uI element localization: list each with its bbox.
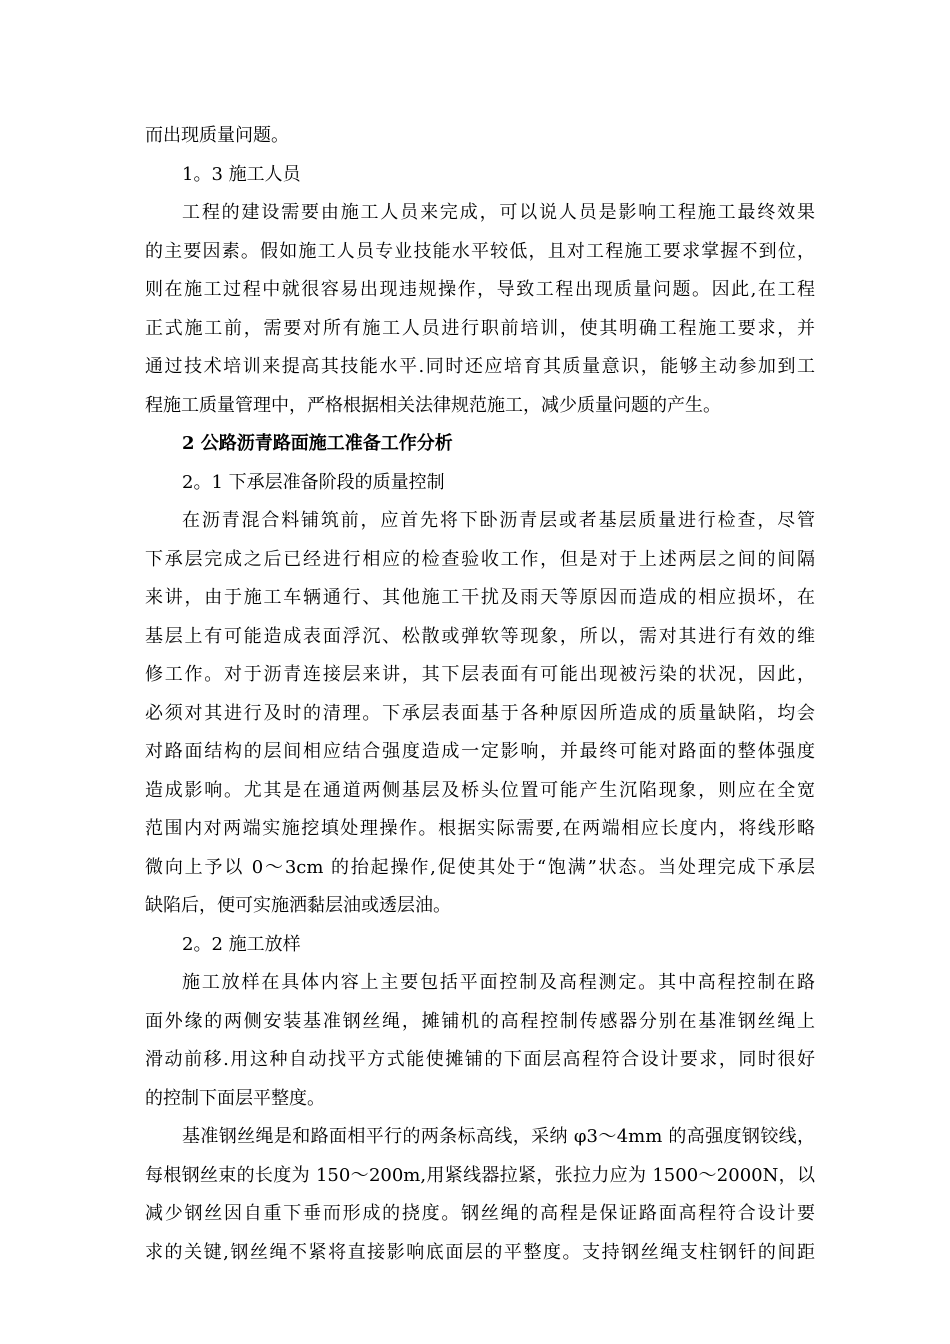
paragraph-line: 施工放样在具体内容上主要包括平面控制及高程测定。其中高程控制在路 [182, 972, 815, 993]
paragraph-line: 的控制下面层平整度。 [145, 1087, 325, 1109]
paragraph-line: 每根钢丝束的长度为 150～200m,用紧线器拉紧，张拉力应为 1500～2000N，以 [145, 1164, 815, 1186]
section-heading-2: 2 公路沥青路面施工准备工作分析 [182, 433, 453, 454]
paragraph-line: 修工作。对于沥青连接层来讲，其下层表面有可能出现被污染的状况，因此， [145, 664, 815, 685]
paragraph-line: 程施工质量管理中，严格根据相关法律规范施工，减少质量问题的产生。 [145, 394, 721, 416]
paragraph-line: 造成影响。尤其是在通道两侧基层及桥头位置可能产生沉陷现象，则应在全宽 [145, 779, 815, 801]
paragraph-line: 则在施工过程中就很容易出现违规操作，导致工程出现质量问题。因此,在工程 [145, 279, 815, 300]
paragraph-line: 对路面结构的层间相应结合强度造成一定影响，并最终可能对路面的整体强度 [145, 741, 815, 762]
document-body [145, 117, 815, 1272]
section-heading-2-1: 2。1 下承层准备阶段的质量控制 [182, 471, 445, 493]
paragraph-line: 在沥青混合料铺筑前，应首先将下卧沥青层或者基层质量进行检查，尽管 [182, 510, 815, 531]
paragraph-line: 减少钢丝因自重下垂而形成的挠度。钢丝绳的高程是保证路面高程符合设计要 [145, 1203, 815, 1224]
paragraph-line: 求的关键,钢丝绳不紧将直接影响底面层的平整度。支持钢丝绳支柱钢钎的间距 [145, 1241, 815, 1263]
paragraph-line: 范围内对两端实施挖填处理操作。根据实际需要,在两端相应长度内，将线形略 [145, 818, 815, 839]
paragraph-line: 工程的建设需要由施工人员来完成，可以说人员是影响工程施工最终效果 [182, 202, 815, 223]
paragraph-line: 缺陷后，便可实施洒黏层油或透层油。 [145, 895, 451, 916]
paragraph-line: 通过技术培训来提高其技能水平.同时还应培育其质量意识，能够主动参加到工 [145, 356, 815, 377]
paragraph-line: 基准钢丝绳是和路面相平行的两条标高线，采纳 φ3～4mm 的高强度钢铰线， [182, 1126, 815, 1147]
text-line: 而出现质量问题。 [145, 125, 289, 146]
paragraph-line: 的主要因素。假如施工人员专业技能水平较低，且对工程施工要求掌握不到位， [145, 240, 815, 262]
paragraph-line: 必须对其进行及时的清理。下承层表面基于各种原因所造成的质量缺陷，均会 [145, 702, 815, 724]
paragraph-line: 微向上予以 0～3cm 的抬起操作,促使其处于“饱满”状态。当处理完成下承层 [145, 856, 815, 878]
paragraph-line: 下承层完成之后已经进行相应的检查验收工作，但是对于上述两层之间的间隔 [145, 548, 815, 570]
paragraph-line: 来讲，由于施工车辆通行、其他施工干扰及雨天等原因而造成的相应损坏，在 [145, 587, 815, 608]
paragraph-line: 基层上有可能造成表面浮沉、松散或弹软等现象，所以，需对其进行有效的维 [145, 625, 815, 647]
paragraph-line: 面外缘的两侧安装基准钢丝绳，摊铺机的高程控制传感器分别在基准钢丝绳上 [145, 1010, 815, 1032]
paragraph-line: 滑动前移.用这种自动找平方式能使摊铺的下面层高程符合设计要求，同时很好 [145, 1049, 815, 1070]
section-heading-2-2: 2。2 施工放样 [182, 933, 301, 955]
paragraph-line: 正式施工前，需要对所有施工人员进行职前培训，使其明确工程施工要求，并 [145, 317, 815, 339]
section-heading-1-3: 1。3 施工人员 [182, 163, 301, 185]
